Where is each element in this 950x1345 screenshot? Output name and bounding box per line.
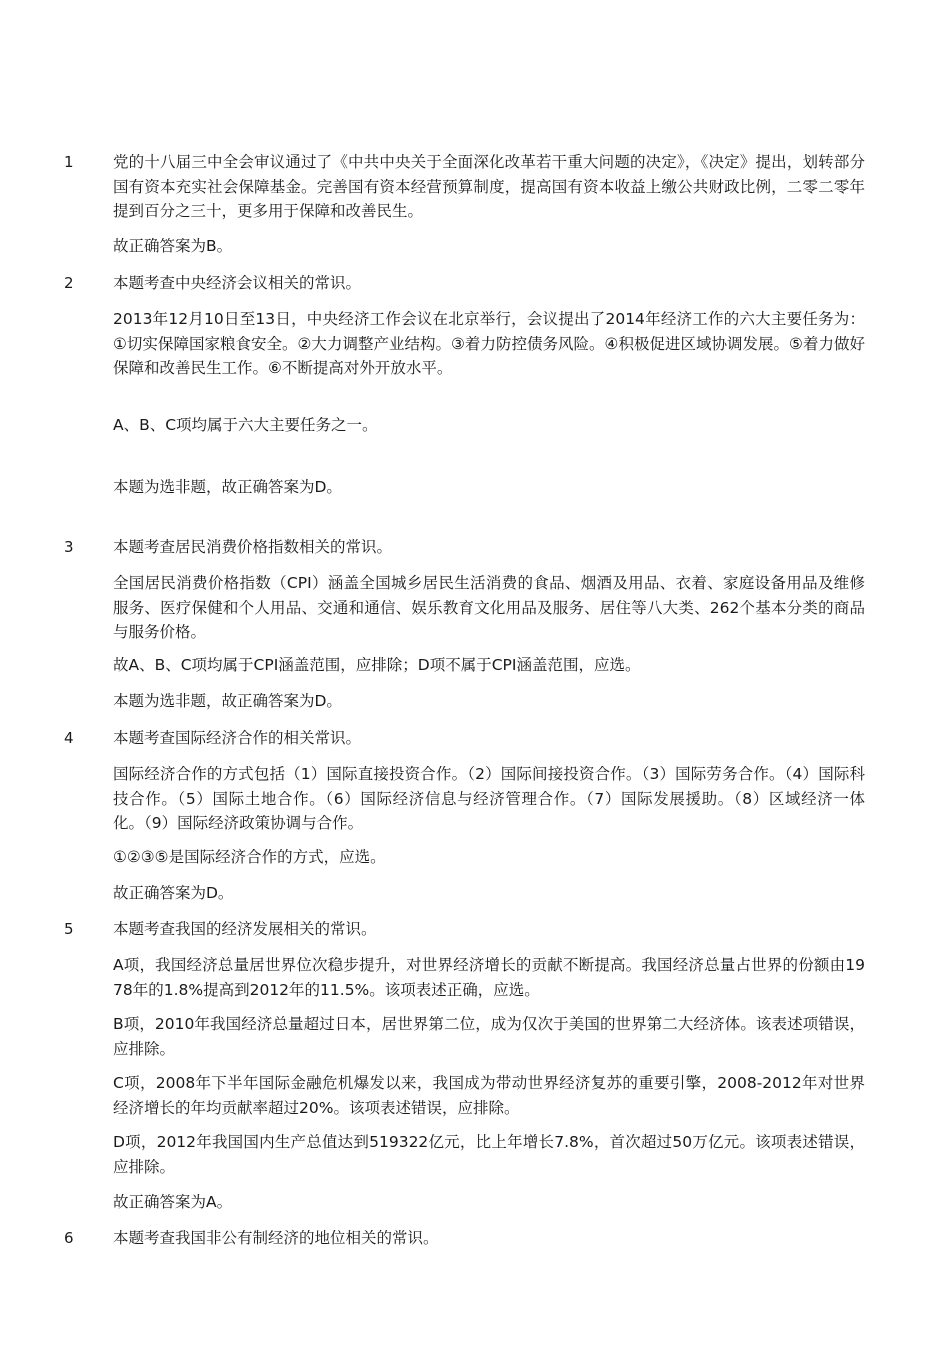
item-number: 3 (64, 538, 74, 556)
item-number: 1 (64, 153, 74, 171)
paragraph: 本题考查中央经济会议相关的常识。 (113, 274, 362, 292)
paragraph: 本题考查国际经济合作的相关常识。 (113, 729, 362, 747)
paragraph: ①②③⑤是国际经济合作的方式，应选。 (113, 848, 386, 866)
paragraph: C项，2008年下半年国际金融危机爆发以来，我国成为带动世界经济复苏的重要引擎，2008-2012年对世界经济增长的年均贡献率超过20%。该项表述错误，应排除。 (113, 1074, 865, 1117)
paragraph: 本题考查我国非公有制经济的地位相关的常识。 (113, 1229, 439, 1247)
paragraph: A项，我国经济总量居世界位次稳步提升，对世界经济增长的贡献不断提高。我国经济总量占世界的份额由1978年的1.8%提高到2012年的11.5%。该项表述正确，应选。 (113, 956, 865, 999)
paragraph: D项，2012年我国国内生产总值达到519322亿元，比上年增长7.8%，首次超过50万亿元。该项表述错误，应排除。 (113, 1133, 865, 1176)
paragraph: 党的十八届三中全会审议通过了《中共中央关于全面深化改革若干重大问题的决定》，《决定》提出，划转部分国有资本充实社会保障基金。完善国有资本经营预算制度，提高国有资本收益上缴公共财政比例，二零二零年提到百分之三十，更多用于保障和改善民生。 (113, 153, 865, 220)
item-number: 6 (64, 1229, 74, 1247)
paragraph: 本题为选非题，故正确答案为D。 (113, 692, 342, 710)
paragraph: 故正确答案为B。 (113, 237, 233, 255)
paragraph: 国际经济合作的方式包括（1）国际直接投资合作。（2）国际间接投资合作。（3）国际劳务合作。（4）国际科技合作。（5）国际土地合作。（6）国际经济信息与经济管理合作。（7）国际发展援助。（8）区域经济一体化。（9）国际经济政策协调与合作。 (113, 765, 865, 832)
paragraph: 本题为选非题，故正确答案为D。 (113, 478, 342, 496)
paragraph: 故正确答案为A。 (113, 1193, 233, 1211)
paragraph: 本题考查居民消费价格指数相关的常识。 (113, 538, 393, 556)
paragraph: 故正确答案为D。 (113, 884, 234, 902)
paragraph: A、B、C项均属于六大主要任务之一。 (113, 416, 378, 434)
item-number: 5 (64, 920, 74, 938)
item-number: 4 (64, 729, 74, 747)
paragraph: B项，2010年我国经济总量超过日本，居世界第二位，成为仅次于美国的世界第二大经济体。该表述项错误，应排除。 (113, 1015, 865, 1058)
paragraph: 全国居民消费价格指数（CPI）涵盖全国城乡居民生活消费的食品、烟酒及用品、衣着、家庭设备用品及维修服务、医疗保健和个人用品、交通和通信、娱乐教育文化用品及服务、居住等八大类、262个基本分类的商品与服务价格。 (113, 574, 865, 641)
paragraph: 2013年12月10日至13日，中央经济工作会议在北京举行，会议提出了2014年经济工作的六大主要任务为：①切实保障国家粮食安全。②大力调整产业结构。③着力防控债务风险。④积极促进区域协调发展。⑤着力做好保障和改善民生工作。⑥不断提高对外开放水平。 (113, 310, 865, 377)
paragraph: 故A、B、C项均属于CPI涵盖范围，应排除；D项不属于CPI涵盖范围，应选。 (113, 656, 641, 674)
paragraph: 本题考查我国的经济发展相关的常识。 (113, 920, 377, 938)
item-number: 2 (64, 274, 74, 292)
